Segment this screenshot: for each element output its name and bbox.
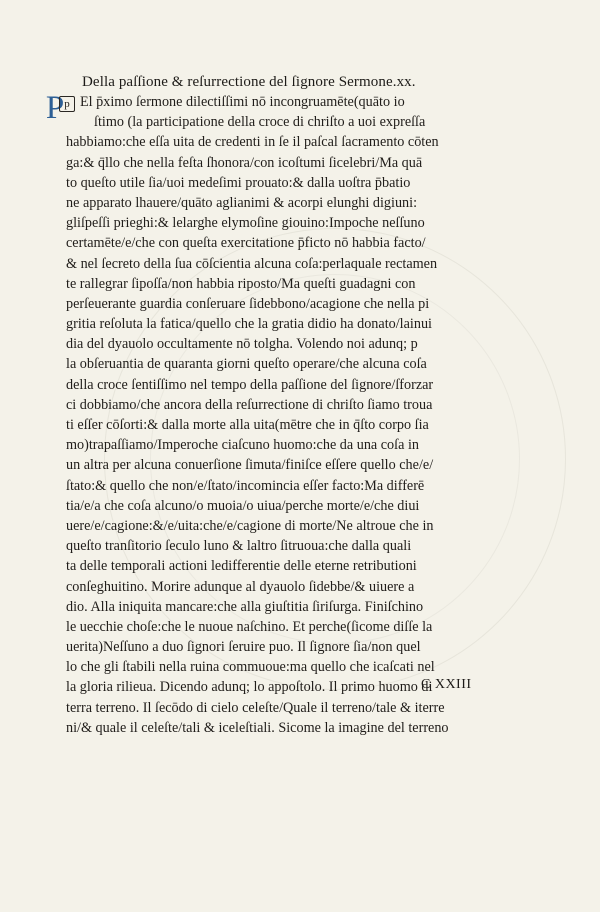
text-line: della croce ſentiſſimo nel tempo della paſſione del ſignore/ſforzar <box>66 376 434 393</box>
sermon-heading: Della paſſione & reſurrectione del ſignore Sermone.xx. <box>82 74 416 90</box>
text-line: queſto tranſitorio ſeculo luno & laltro ſitruoua:che dalla quali <box>66 538 412 555</box>
text-line: la obſeruantia de quaranta giorni queſto operare/che alcuna coſa <box>66 356 427 373</box>
illuminated-initial: P <box>45 90 65 126</box>
text-line: ſtato:& quello che non/e/ſtato/incomincia eſſer facto:Ma differē <box>66 477 425 494</box>
text-line: uerita)Neſſuno a duo ſignori ſeruire puo. Il ſignore ſia/non quel <box>66 639 421 656</box>
text-line: tia/e/a che coſa alcuno/o muoia/o uiua/perche morte/e/che diui <box>66 497 420 514</box>
text-line: ci dobbiamo/che ancora della reſurrectione di chriſto ſiamo troua <box>66 396 433 413</box>
text-line: te rallegrar ſipoſſa/non habbia riposto/Ma queſti guadagni con <box>66 275 416 292</box>
text-line: ne apparato lhauere/quāto aglianimi & acorpi elunghi digiuni: <box>66 194 418 211</box>
text-line: ni/& quale il celeſte/tali & iceleſtiali. Sicome la imagine del terreno <box>66 719 449 736</box>
folio-number: C XXIII <box>421 677 472 692</box>
text-line: uere/e/cagione:&/e/uita:che/e/cagione di morte/Ne altroue che in <box>66 517 434 534</box>
text-line: ta delle temporali actioni ledifferentie delle eterne retributioni <box>66 558 417 575</box>
text-line: conſeghuitino. Morire adunque al dyauolo ſidebbe/& uiuere a <box>66 578 415 595</box>
text-line: un altra per alcuna conuerſione ſimuta/finiſce eſſere quello che/e/ <box>66 457 434 474</box>
text-line: gritia reſoluta la fatica/quello che la gratia didio ha donato/lainui <box>66 316 432 333</box>
text-line: habbiamo:che eſſa uita de credenti in ſe il paſcal ſacramento cōten <box>66 134 439 151</box>
text-line: gliſpeſſi prieghi:& lelarghe elymoſine giouino:Impoche neſſuno <box>66 215 425 232</box>
text-line: dia del dyauolo occultamente nō tolgha. Volendo noi adunq; p <box>66 336 418 353</box>
text-line: le uecchie choſe:che le nuoue naſchino. Et perche(ſicome diſſe la <box>66 618 433 635</box>
text-line: perſeuerante guardia conſeruare ſidebbono/acagione che nella pi <box>66 295 430 312</box>
text-line: El p̄ximo ſermone dilectiſſimi nō incongruamēte(quāto io <box>80 94 405 110</box>
text-line: ſtimo (la participatione della croce di chriſto a uoi expreſſa <box>94 114 426 131</box>
text-line: dio. Alla iniquita mancare:che alla giuſtitia ſiriſurga. Finiſchino <box>66 598 424 615</box>
text-line: ga:& q̄llo che nella feſta ſhonora/con icoſtumi ſicelebri/Ma quā <box>66 154 423 171</box>
text-line: la gloria rilieua. Dicendo adunq; lo appoſtolo. Il primo huomo di <box>66 679 433 696</box>
text-line: lo che gli ſtabili nella ruina commuoue:ma quello che icaſcati nel <box>66 659 435 676</box>
text-line: ti eſſer cōſorti:& dalla morte alla uita(mētre che in q̄ſto corpo ſia <box>66 417 429 433</box>
text-line: mo)trapaſſiamo/Imperoche ciaſcuno huomo:che da una coſa in <box>66 437 419 454</box>
body-text <box>66 92 500 738</box>
text-line: certamēte/e/che con queſta exercitatione p̄ficto nō habbia facto/ <box>66 235 426 252</box>
text-line: & nel ſecreto della ſua cōſcientia alcuna coſa:perlaquale rectamen <box>66 255 438 272</box>
text-line: to queſto utile ſia/uoi medeſimi prouato:& dalla uoſtra p̄batio <box>66 174 411 191</box>
text-line: terra terreno. Il ſecōdo di cielo celeſte/Quale il terreno/tale & iterre <box>66 699 445 716</box>
guide-letter: p <box>59 96 75 112</box>
